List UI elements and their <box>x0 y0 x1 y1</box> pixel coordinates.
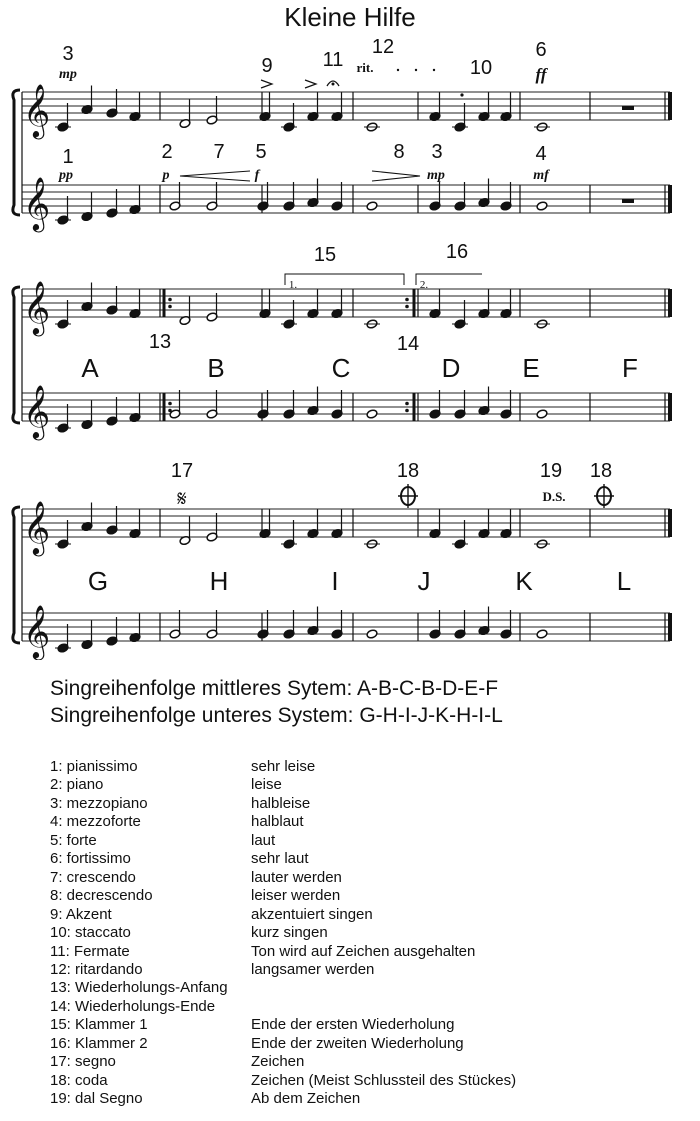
section-letter: G <box>87 566 109 596</box>
repeat-dot <box>405 298 409 302</box>
repeat-dot <box>405 402 409 406</box>
legend-term: 13: Wiederholungs-Anfang <box>50 979 228 997</box>
note-head <box>366 629 378 639</box>
treble-clef-icon: 𝄞 <box>23 176 51 230</box>
staff-lower <box>22 185 670 213</box>
legend-meaning: Zeichen <box>251 1053 305 1071</box>
tempo-mark: rit. <box>356 60 374 75</box>
segno-icon: 𝄋 <box>177 487 187 512</box>
legend-term: 9: Akzent <box>50 905 112 923</box>
annotation-number: 3 <box>62 43 74 65</box>
annotation-number: 17 <box>170 460 194 482</box>
annotation-number: 18 <box>396 460 420 482</box>
annotation-number: 9 <box>261 55 273 77</box>
legend-term: 6: fortissimo <box>50 850 131 868</box>
annotation-number: 15 <box>313 244 337 266</box>
treble-clef-icon: 𝄞 <box>23 604 51 658</box>
legend-term: 11: Fermate <box>50 942 130 960</box>
ritardando-dot <box>433 69 435 71</box>
accent-icon <box>305 80 316 88</box>
page-title: Kleine Hilfe <box>284 2 416 32</box>
dynamic-mark: ff <box>535 65 547 84</box>
section-letter: A <box>81 353 99 383</box>
dynamic-mark: mp <box>59 67 77 82</box>
legend-term: 19: dal Segno <box>50 1090 143 1108</box>
legend-meaning: Ende der ersten Wiederholung <box>251 1016 455 1034</box>
section-letter: I <box>331 566 339 596</box>
staff-lower <box>22 393 670 421</box>
system-bracket <box>13 507 20 643</box>
ritardando-dot <box>415 69 417 71</box>
volta-bracket-1 <box>285 274 404 285</box>
volta-label: 2. <box>419 279 429 291</box>
section-letter: E <box>522 353 540 383</box>
ritardando-dot <box>397 69 399 71</box>
section-letter: D <box>441 353 461 383</box>
legend-term: 1: pianissimo <box>50 758 138 775</box>
singing-order-lower: Singreihenfolge unteres System: G-H-I-J-K-H-I-L <box>50 704 503 727</box>
annotation-number: 7 <box>213 141 225 163</box>
section-letter: L <box>616 566 632 596</box>
section-letter: H <box>209 566 229 596</box>
repeat-dot <box>405 409 409 413</box>
annotation-number: 5 <box>255 141 267 163</box>
note-head <box>366 201 378 211</box>
annotation-number: 3 <box>431 141 443 163</box>
dynamic-mark: mf <box>533 168 549 183</box>
annotation-number: 16 <box>445 241 469 263</box>
legend-term: 16: Klammer 2 <box>50 1034 148 1052</box>
dynamic-mark: pp <box>59 168 73 183</box>
legend-term: 15: Klammer 1 <box>50 1016 148 1034</box>
staccato-dot-icon <box>460 93 463 96</box>
legend-term: 5: forte <box>50 831 97 849</box>
legend-meaning: sehr laut <box>251 850 309 868</box>
section-letter: F <box>622 353 638 383</box>
legend-term: 3: mezzopiano <box>50 794 148 812</box>
dynamic-mark: mp <box>427 168 445 183</box>
legend-term: 17: segno <box>50 1053 116 1071</box>
annotation-number: 11 <box>322 49 344 71</box>
legend-meaning: leise <box>251 776 282 794</box>
note-head <box>536 409 548 419</box>
staff-upper <box>22 289 670 317</box>
repeat-dot <box>168 402 172 406</box>
annotation-number: 2 <box>161 141 173 163</box>
repeat-dot <box>405 305 409 309</box>
legend-term: 8: decrescendo <box>50 887 153 905</box>
legend-term: 18: coda <box>50 1071 108 1089</box>
system-bracket <box>13 90 20 215</box>
accent-icon <box>261 80 272 88</box>
staff-upper <box>22 92 670 120</box>
treble-clef-icon: 𝄞 <box>23 384 51 438</box>
note-head <box>536 201 548 211</box>
decrescendo-hairpin-icon <box>372 171 420 181</box>
legend-meaning: sehr leise <box>251 758 316 775</box>
note-head <box>366 409 378 419</box>
staff-lower <box>22 613 670 641</box>
legend-term: 7: crescendo <box>50 868 136 886</box>
treble-clef-icon: 𝄞 <box>23 280 51 334</box>
legend-term: 10: staccato <box>50 924 131 942</box>
whole-rest-icon <box>622 199 634 203</box>
annotation-number: 12 <box>371 36 395 58</box>
annotation-number: 1 <box>62 146 74 168</box>
legend-meaning: Ende der zweiten Wiederholung <box>251 1034 464 1052</box>
legend-term: 4: mezzoforte <box>50 813 141 831</box>
singing-order-middle: Singreihenfolge mittleres Sytem: A-B-C-B-D-E-F <box>50 677 499 700</box>
legend-meaning: Zeichen (Meist Schlussteil des Stückes) <box>251 1071 517 1089</box>
annotation-number: 14 <box>396 333 420 355</box>
treble-clef-icon: 𝄞 <box>23 500 51 554</box>
section-letter: J <box>417 566 431 596</box>
annotation-number: 13 <box>148 331 172 353</box>
staff-upper <box>22 509 670 537</box>
annotation-number: 4 <box>535 143 547 165</box>
section-letter: C <box>331 353 351 383</box>
section-letter: K <box>515 566 533 596</box>
dal-segno-mark: D.S. <box>542 489 566 504</box>
legend-meaning: halblaut <box>251 813 304 831</box>
annotation-number: 10 <box>469 57 493 79</box>
legend-meaning: Ab dem Zeichen <box>251 1090 361 1108</box>
system-bracket <box>13 287 20 423</box>
dynamic-mark: p <box>162 168 170 183</box>
crescendo-hairpin-icon <box>180 171 250 181</box>
volta-label: 1. <box>288 279 298 291</box>
legend-meaning: lauter werden <box>251 868 342 886</box>
annotation-number: 6 <box>535 39 547 61</box>
legend-meaning: akzentuiert singen <box>251 905 373 923</box>
section-letter: B <box>207 353 225 383</box>
legend-meaning: halbleise <box>251 794 311 812</box>
fermata-dot <box>332 83 335 86</box>
legend-meaning: laut <box>251 831 276 849</box>
annotation-number: 18 <box>589 460 613 482</box>
legend-meaning: Ton wird auf Zeichen ausgehalten <box>251 942 476 960</box>
annotation-number: 8 <box>393 141 405 163</box>
legend-meaning: leiser werden <box>251 887 341 905</box>
whole-rest-icon <box>622 106 634 110</box>
dynamic-mark: f <box>254 168 260 183</box>
legend-term: 14: Wiederholungs-Ende <box>50 997 216 1015</box>
legend-meaning: kurz singen <box>251 924 328 942</box>
repeat-dot <box>168 305 172 309</box>
note-head <box>536 629 548 639</box>
legend-term: 2: piano <box>50 776 104 794</box>
repeat-dot <box>168 409 172 413</box>
treble-clef-icon: 𝄞 <box>23 83 51 137</box>
repeat-dot <box>168 298 172 302</box>
annotation-number: 19 <box>539 460 563 482</box>
legend-meaning: langsamer werden <box>251 960 375 978</box>
legend-term: 12: ritardando <box>50 960 143 978</box>
